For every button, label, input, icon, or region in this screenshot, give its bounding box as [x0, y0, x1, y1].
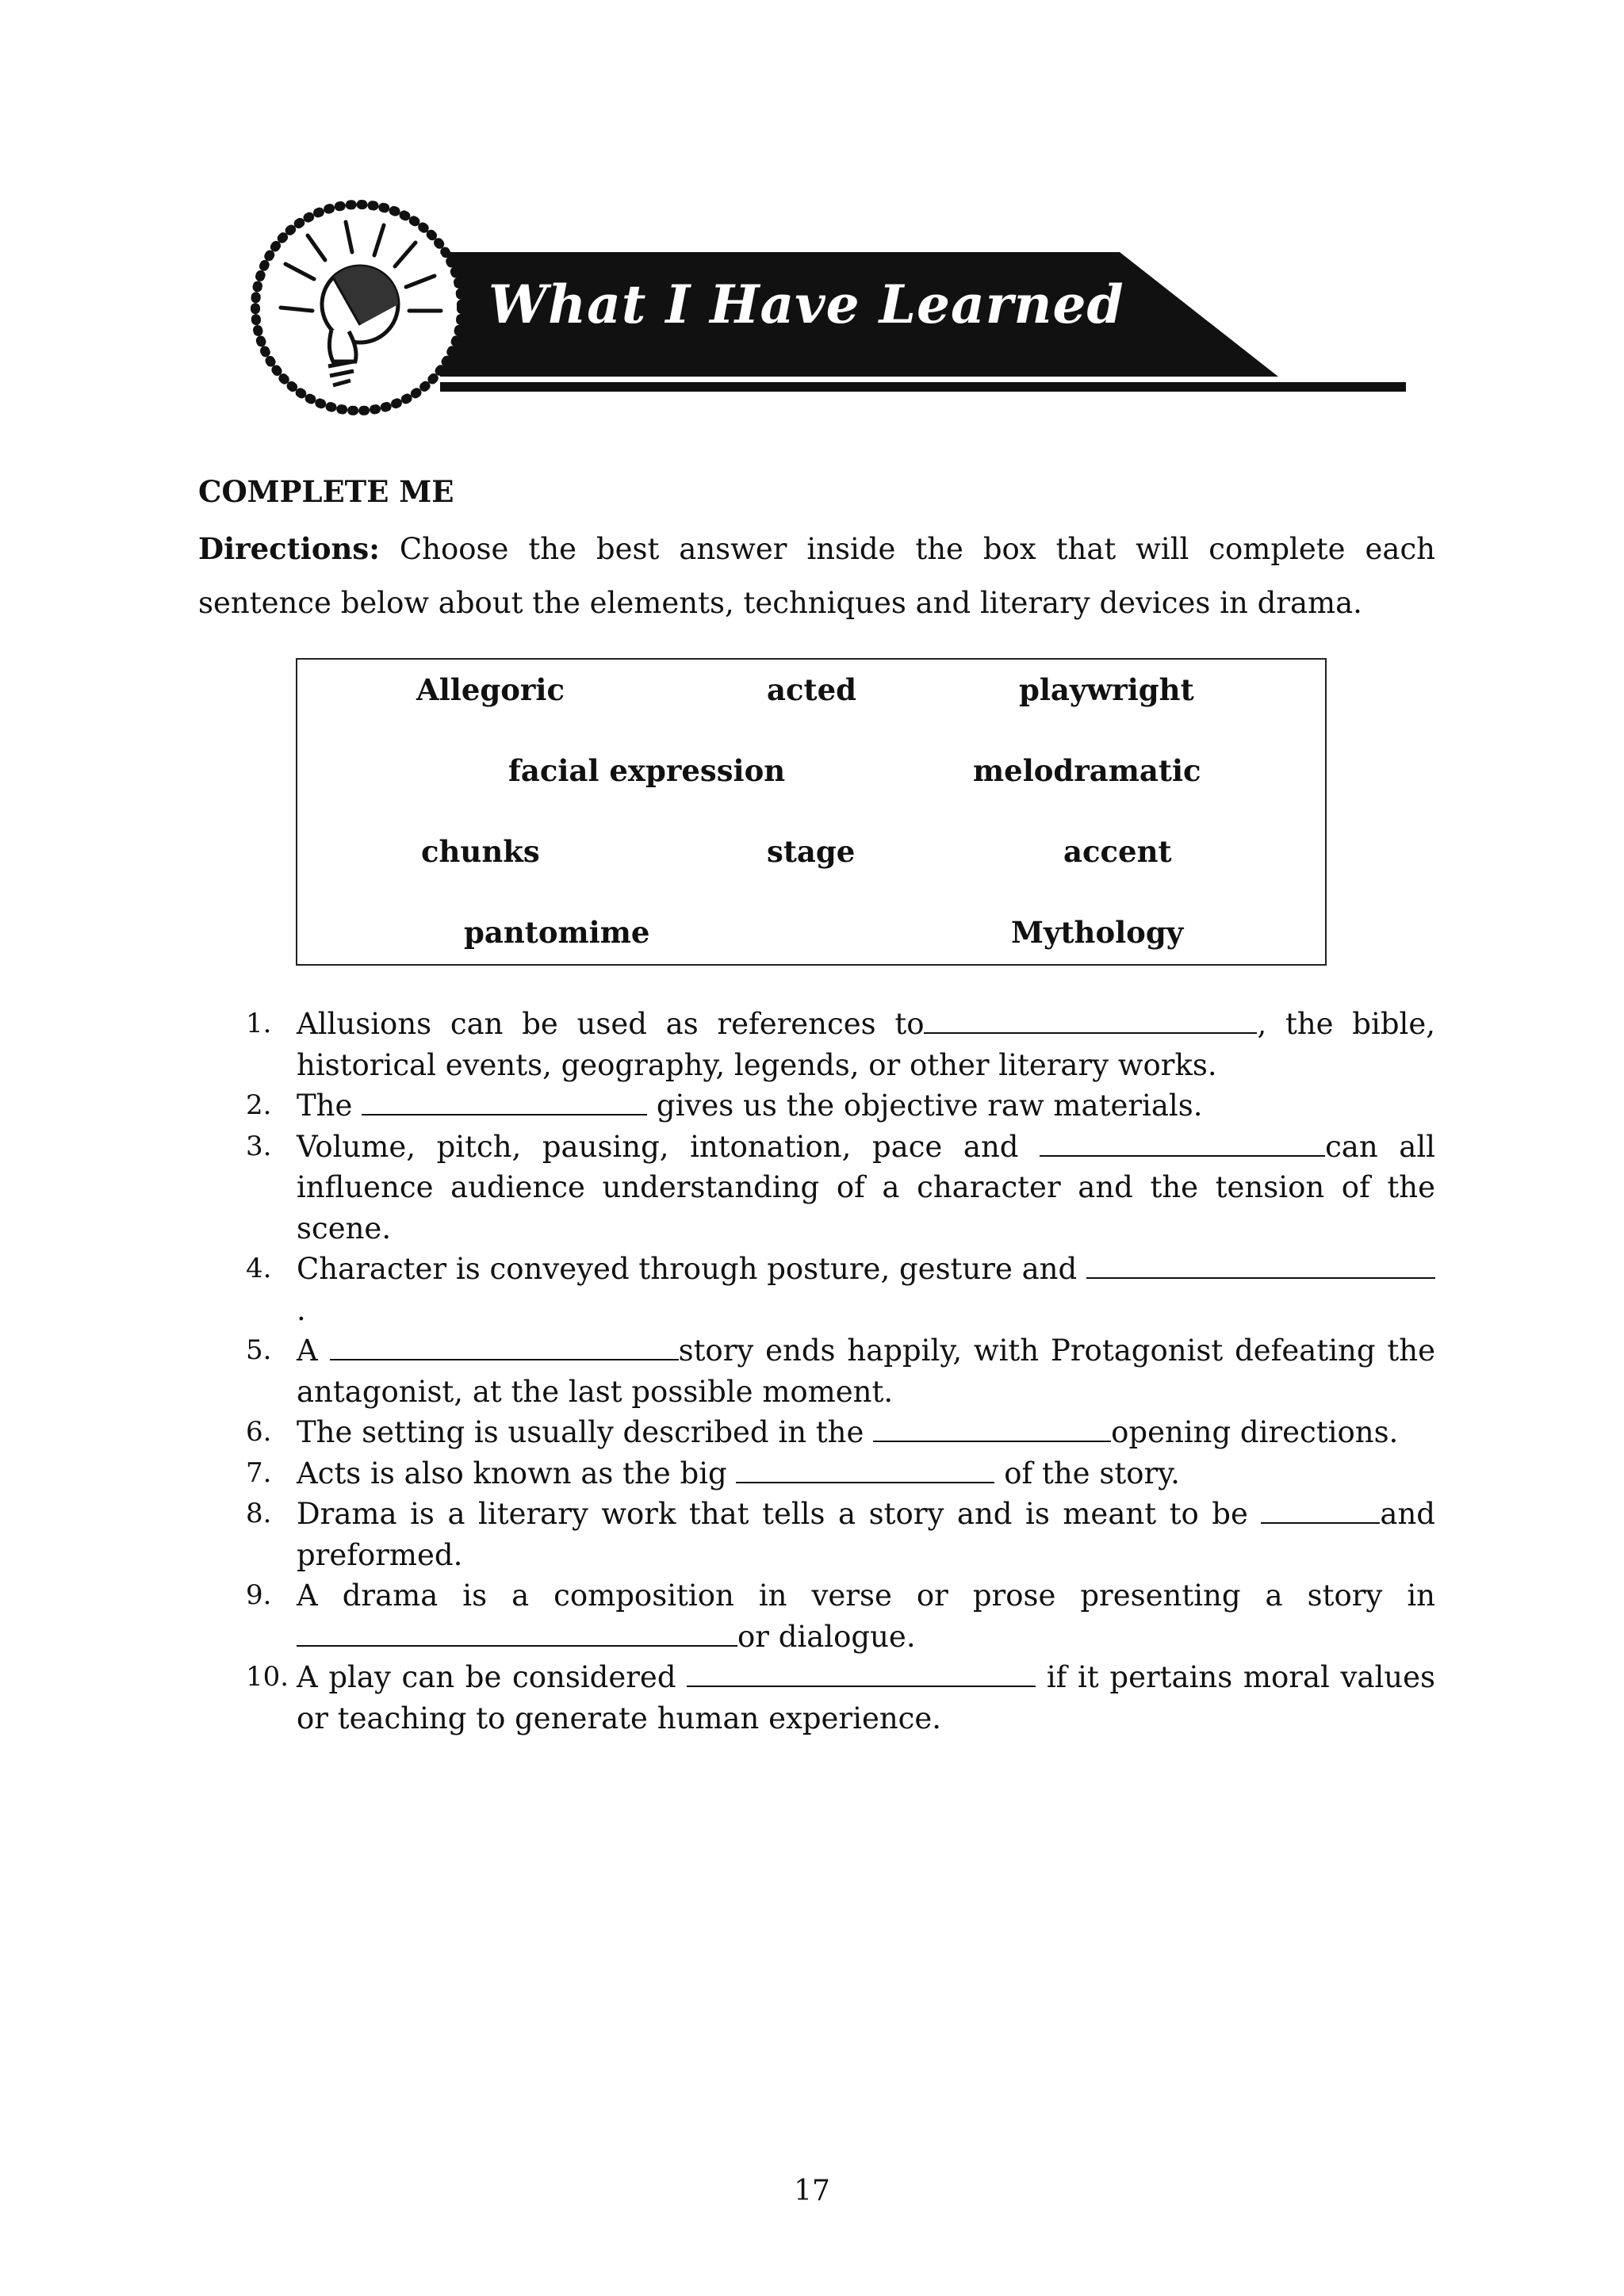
question-text: and preformed.	[297, 1497, 1435, 1572]
question-number: 8.	[246, 1498, 272, 1529]
question-text: of the story.	[994, 1456, 1180, 1490]
answer-blank[interactable]	[687, 1662, 1036, 1687]
question-text: Acts is also known as the big	[297, 1456, 737, 1490]
question-text: Character is conveyed through posture, gesture and	[297, 1252, 1086, 1286]
directions-label: Directions:	[198, 531, 380, 566]
header-banner	[0, 0, 1624, 476]
question-number: 7.	[246, 1456, 272, 1489]
question-text: can all influence audience understanding of a character and the tension of the scene.	[297, 1129, 1435, 1246]
banner-title: What I Have Learned	[488, 274, 1124, 335]
question-number: 4.	[246, 1253, 272, 1284]
word-option: playwright	[1019, 672, 1194, 707]
word-option: Allegoric	[416, 672, 565, 707]
word-option: facial expression	[508, 753, 786, 788]
question-item	[198, 1085, 1435, 1127]
question-text: gives us the objective raw materials.	[647, 1089, 1203, 1123]
answer-blank[interactable]	[736, 1458, 994, 1483]
question-text: or dialogue.	[737, 1619, 916, 1654]
question-item	[198, 1575, 1435, 1657]
section-title: COMPLETE ME	[198, 474, 454, 509]
lightbulb-icon	[255, 205, 462, 411]
word-bank-box	[296, 658, 1327, 966]
question-text: .	[297, 1292, 306, 1327]
question-item	[198, 1249, 1435, 1330]
question-item	[198, 1412, 1435, 1453]
question-text: , the bible, historical events, geography, legends, or other literary works.	[297, 1007, 1435, 1082]
question-item	[198, 1453, 1435, 1494]
question-item	[198, 1330, 1435, 1412]
word-option: melodramatic	[973, 753, 1201, 788]
question-number: 3.	[246, 1130, 272, 1162]
question-text: story ends happily, with Protagonist defeating the antagonist, at the last possible moment.	[297, 1334, 1435, 1409]
answer-blank[interactable]	[330, 1335, 679, 1360]
question-item	[198, 1494, 1435, 1575]
question-text: The	[297, 1089, 362, 1123]
question-text: Allusions can be used as references to	[297, 1007, 925, 1041]
answer-blank[interactable]	[362, 1090, 647, 1115]
question-item	[198, 1657, 1435, 1739]
answer-blank[interactable]	[873, 1417, 1111, 1442]
word-option: accent	[1063, 834, 1172, 869]
question-number: 5.	[246, 1334, 272, 1366]
page-number: 17	[794, 2175, 830, 2207]
question-number: 1.	[246, 1008, 272, 1039]
word-option: pantomime	[464, 915, 650, 950]
word-option: stage	[767, 834, 856, 869]
question-number: 6.	[246, 1416, 272, 1448]
answer-blank[interactable]	[1261, 1498, 1380, 1524]
question-number: 2.	[246, 1089, 272, 1121]
question-text: Drama is a literary work that tells a story and is meant to be	[297, 1497, 1262, 1531]
word-option: Mythology	[1011, 915, 1184, 950]
directions-text: Choose the best answer inside the box that will complete each sentence below about the elements, techniques and literary devices in drama.	[198, 532, 1435, 620]
question-number: 10.	[246, 1661, 289, 1693]
question-list	[198, 1004, 1435, 1739]
question-text: A play can be considered	[297, 1660, 688, 1694]
directions	[198, 522, 1435, 630]
word-option: acted	[767, 672, 857, 707]
question-item	[198, 1004, 1435, 1085]
question-text: opening directions.	[1111, 1415, 1399, 1449]
question-text: A drama is a composition in verse or prose presenting a story in	[297, 1578, 1435, 1613]
word-option: chunks	[421, 834, 540, 869]
answer-blank[interactable]	[1040, 1131, 1325, 1157]
answer-blank[interactable]	[924, 1008, 1257, 1034]
question-item	[198, 1127, 1435, 1249]
answer-blank[interactable]	[1086, 1253, 1435, 1279]
answer-blank[interactable]	[297, 1621, 737, 1647]
question-text: A	[297, 1334, 330, 1368]
question-text: if it pertains moral values or teaching to generate human experience.	[297, 1660, 1435, 1735]
question-text: Volume, pitch, pausing, intonation, pace and	[297, 1129, 1040, 1164]
question-number: 9.	[246, 1579, 272, 1611]
question-text: The setting is usually described in the	[297, 1415, 874, 1449]
